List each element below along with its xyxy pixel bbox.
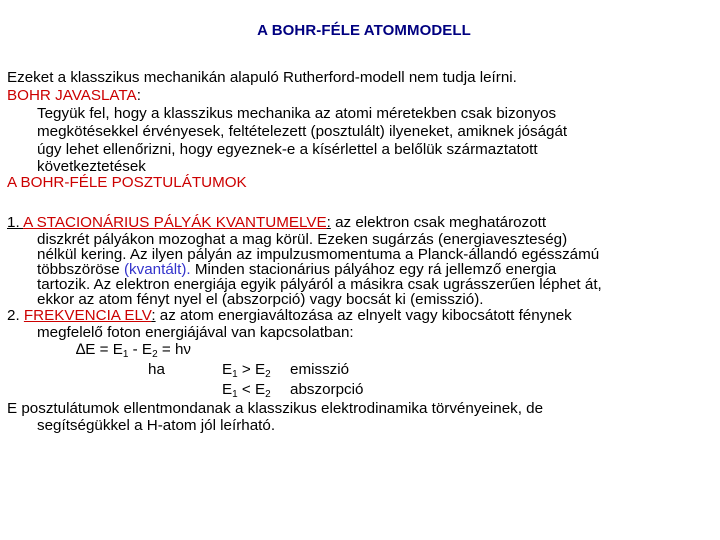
equation-part: = h (157, 341, 184, 358)
postulate-1-text: az elektron csak meghatározott (330, 214, 547, 231)
subscript: 2 (152, 349, 158, 360)
postulate-1-line (37, 262, 713, 277)
postulates-heading: A BOHR-FÉLE POSZTULÁTUMOK (7, 174, 247, 191)
postulate-1-line: tartozik. Az elektron energiája egyik pályáról a másikra csak ugrásszerűen léphet át, (37, 276, 602, 293)
condition-absorption (222, 380, 271, 405)
proposal-line: úgy lehet ellenőrizni, hogy egyeznek-e a kísérlettel a belőlük származtatott (37, 141, 538, 158)
equation-main (7, 340, 713, 360)
postulate-2-colon: : (151, 307, 156, 324)
intro-text: Ezeket a klasszikus mechanikán alapuló Rutherford-modell nem tudja leírni. (7, 69, 517, 86)
nu-symbol: ν (183, 341, 191, 358)
proposal-line: Tegyük fel, hogy a klasszikus mechanika az atomi méretekben csak bizonyos (37, 105, 557, 122)
postulate-2-paragraph (7, 325, 713, 340)
ha-label: ha (148, 361, 165, 378)
equation-part: - E (128, 341, 153, 358)
postulate-1-number: 1. (7, 214, 24, 231)
proposal-paragraph (7, 105, 713, 174)
postulate-2-number: 2. (7, 307, 24, 324)
equation-condition-2 (7, 380, 713, 400)
proposal-heading (7, 87, 713, 105)
equation-part: < E (237, 381, 266, 398)
postulate-1-text: Minden stacionárius pályához egy rá jellemző energia (190, 261, 557, 278)
equation-part: E = E (85, 341, 123, 358)
proposal-label: BOHR JAVASLATA (7, 87, 137, 104)
subscript: 1 (232, 389, 238, 400)
subscript: 2 (265, 389, 271, 400)
conclusion-line: segítségükkel a H-atom jól leírható. (37, 417, 276, 434)
postulate-2-name: FREKVENCIA ELV (23, 307, 152, 324)
postulate-1-colon: : (326, 214, 331, 231)
equation-part: > E (237, 361, 266, 378)
delta-symbol: ∆ (76, 341, 86, 358)
subscript: 1 (122, 349, 129, 360)
postulate-1-first-line (7, 214, 713, 232)
equation-part: E (222, 361, 233, 378)
postulate-2-text: az atom energiaváltozása az elnyelt vagy kibocsátott fénynek (155, 307, 572, 324)
postulate-2-line: megfelelő foton energiájával van kapcsolatban: (37, 324, 354, 341)
proposal-colon: : (136, 87, 141, 104)
equation-condition-1 (7, 360, 713, 380)
proposal-line: következtetések (37, 158, 146, 175)
subscript: 1 (232, 369, 238, 380)
postulate-1-line: nélkül kering. Az ilyen pályán az impulzusmomentuma a Planck-állandó egésszámú (37, 246, 600, 263)
postulate-1-paragraph (7, 232, 713, 307)
postulate-1-text: többszöröse (37, 261, 124, 278)
postulate-1-line: ekkor az atom fényt nyel el (abszorpció) vagy bocsát ki (emisszió). (37, 291, 484, 308)
postulate-2-first-line (7, 307, 713, 325)
subscript: 2 (265, 369, 271, 380)
kvantalt-term: (kvantált). (123, 261, 191, 278)
page-title: A BOHR-FÉLE ATOMMODELL (257, 22, 471, 39)
emission-label: emisszió (290, 361, 350, 378)
equation-part: E (222, 381, 233, 398)
spacer (7, 192, 713, 214)
slide-body (7, 69, 713, 433)
postulate-1-line: diszkrét pályákon mozoghat a mag körül. Ezeken sugárzás (energiaveszteség) (37, 231, 568, 248)
postulate-1-name: A STACIONÁRIUS PÁLYÁK KVANTUMELVE (23, 214, 327, 231)
proposal-line: megkötésekkel érvényesek, feltételezett (posztulált) ilyeneket, amiknek jóságát (37, 123, 568, 140)
absorption-label: abszorpció (290, 381, 364, 398)
conclusion-line: E posztulátumok ellentmondanak a klasszikus elektrodinamika törvényeinek, de (7, 400, 544, 417)
